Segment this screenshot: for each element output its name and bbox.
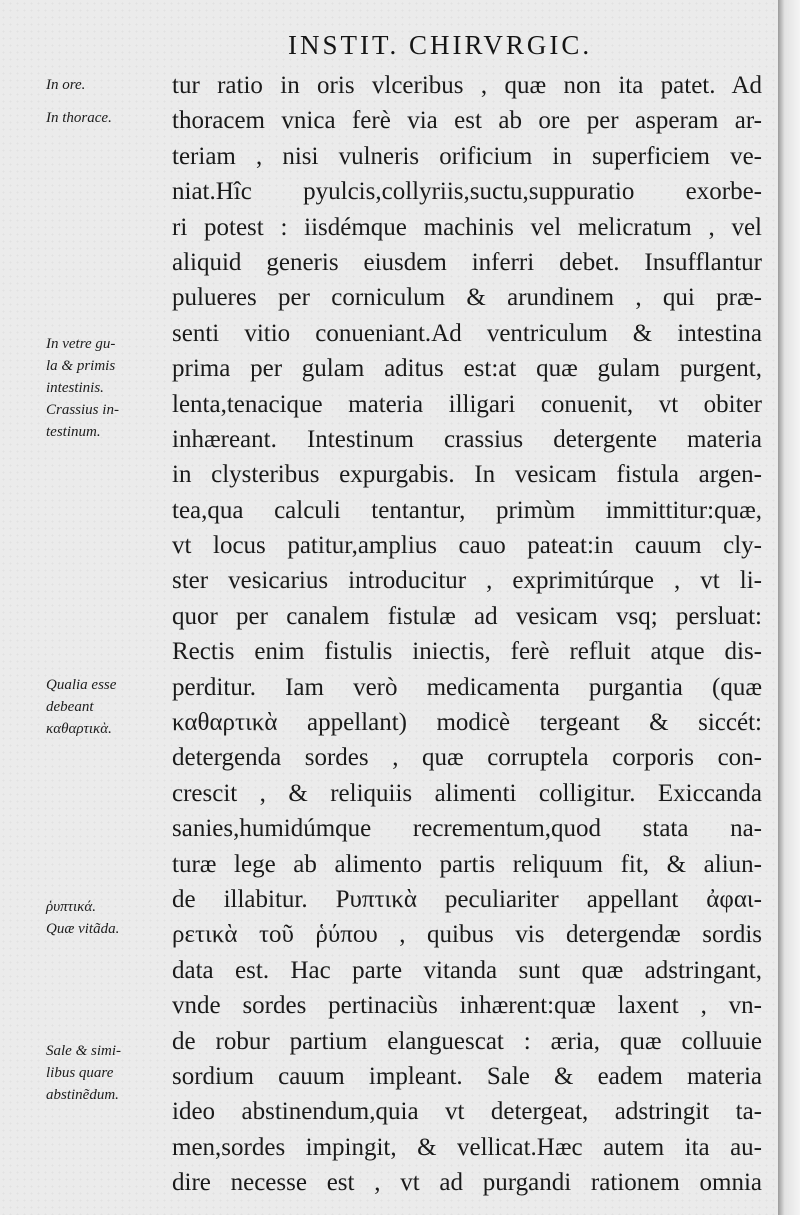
text-line: inhæreant. Intestinum crassius detergente materia: [172, 425, 762, 453]
margin-note-line: Qualia esse: [46, 677, 117, 693]
text-line: dire necesse est , vt ad purgandi rationem omnia: [172, 1169, 762, 1197]
running-head: INSTIT. CHIRVRGIC.: [288, 30, 593, 60]
margin-note-line: debeant: [46, 699, 94, 715]
margin-note-line: libus quare: [46, 1065, 114, 1081]
page-edge: [778, 0, 800, 1215]
margin-note-line: la & primis: [46, 358, 116, 374]
text-line: prima per gulam aditus est:at quæ gulam purgent,: [172, 355, 762, 383]
margin-note-qualia: [46, 674, 176, 740]
margin-note-line: abstinẽdum.: [46, 1087, 119, 1103]
text-line: quor per canalem fistulæ ad vesicam vsq; persluat:: [172, 602, 762, 630]
text-line: vnde sordes pertinaciùs inhærent:quæ laxent , vn-: [172, 992, 762, 1020]
text-line: ri potest : iisdémque machinis vel melicratum , vel: [172, 213, 762, 241]
text-line: de illabitur. Ρυπτικὰ peculiariter appellant ἀφαι-: [172, 885, 762, 913]
text-line: teriam , nisi vulneris orificium in superficiem ve-: [172, 142, 762, 170]
margin-note-sale: [46, 1040, 176, 1106]
text-line: perditur. Iam verò medicamenta purgantia (quæ: [172, 673, 762, 701]
margin-note-line: καθαρτικὰ.: [46, 721, 112, 737]
text-line: crescit , & reliquiis alimenti colligitur. Exiccanda: [172, 779, 762, 807]
text-line: turæ lege ab alimento partis reliquum fit, & aliun-: [172, 850, 762, 878]
text-line: pulueres per corniculum & arundinem , qui præ-: [172, 284, 762, 312]
text-line: data est. Hac parte vitanda sunt quæ adstringant,: [172, 956, 762, 984]
text-line: thoracem vnica ferè via est ab ore per asperam ar-: [172, 107, 762, 135]
text-line: ρετικὰ τοῦ ῥύπου , quibus vis detergendæ sordis: [172, 921, 762, 949]
margin-note-line: Crassius in-: [46, 402, 119, 418]
margin-note-line: In ore.: [46, 77, 86, 93]
text-line: lenta,tenacique materia illigari conuenit, vt obiter: [172, 390, 762, 418]
margin-note-in-thorace: [46, 107, 176, 129]
margin-note-line: testinum.: [46, 424, 101, 440]
text-line: niat.Hîc pyulcis,collyriis,suctu,suppuratio exorbe-: [172, 178, 762, 206]
margin-note-ryptika: [46, 896, 176, 940]
margin-note-line: Sale & simi-: [46, 1043, 121, 1059]
margin-note-in-ore: [46, 74, 176, 96]
margin-note-line: ῥυπτικά.: [46, 899, 96, 915]
text-line: tea,qua calculi tentantur, primùm immittitur:quæ,: [172, 496, 762, 524]
text-line: in clysteribus expurgabis. In vesicam fistula argen-: [172, 461, 762, 489]
margin-note-line: In thorace.: [46, 110, 112, 126]
text-line: sanies,humidúmque recrementum,quod stata na-: [172, 815, 762, 843]
text-line: detergenda sordes , quæ corruptela corporis con-: [172, 744, 762, 772]
text-line: de robur partium elanguescat : æria, quæ colluuie: [172, 1027, 762, 1055]
text-line: vt locus patitur,amplius cauo pateat:in cauum cly-: [172, 532, 762, 560]
margin-note-line: In vetre gu-: [46, 336, 116, 352]
text-line: aliquid generis eiusdem inferri debet. Insufflantur: [172, 248, 762, 276]
text-line: Rectis enim fistulis iniectis, ferè refluit atque dis-: [172, 638, 762, 666]
text-line: sordium cauum impleant. Sale & eadem materia: [172, 1062, 762, 1090]
margin-note-line: Quæ vitãda.: [46, 921, 120, 937]
text-line: men,sordes impingit, & vellicat.Hæc autem ita au-: [172, 1133, 762, 1161]
main-text-block: [172, 68, 762, 1201]
margin-note-in-ventre: [46, 333, 176, 443]
text-line: senti vitio conueniant.Ad ventriculum & intestina: [172, 319, 762, 347]
text-line: ster vesicarius introducitur , exprimitúrque , vt li-: [172, 567, 762, 595]
text-line: καθαρτικὰ appellant) modicè tergeant & siccét:: [172, 709, 762, 737]
text-line: ideo abstinendum,quia vt detergeat, adstringit ta-: [172, 1098, 762, 1126]
margin-note-line: intestinis.: [46, 380, 104, 396]
text-line: tur ratio in oris vlceribus , quæ non ita patet. Ad: [172, 72, 762, 99]
